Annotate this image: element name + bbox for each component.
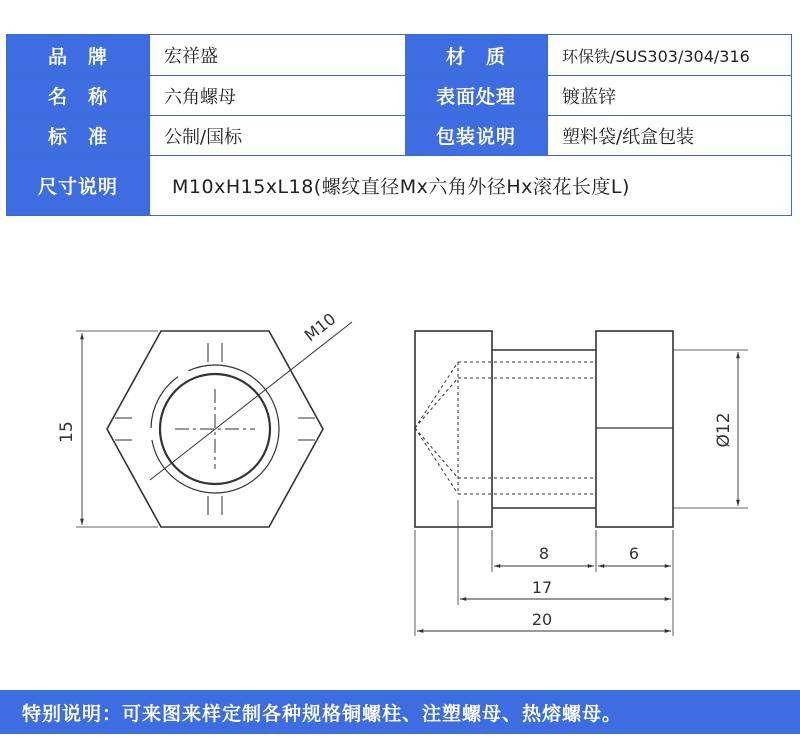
spec-table (6, 34, 792, 216)
dim-8-label: 8 (538, 544, 550, 563)
technical-drawing (0, 250, 800, 650)
thread-label: M10 (300, 309, 340, 346)
brand-label: 品 牌 (7, 35, 149, 75)
right-hex-block (596, 331, 673, 527)
brand-value: 宏祥盛 (149, 35, 405, 75)
diameter-label: Ø12 (714, 412, 734, 448)
name-label: 名 称 (7, 76, 149, 115)
dim-17-label: 17 (531, 578, 553, 597)
standard-label: 标 准 (7, 116, 149, 155)
material-label: 材 质 (405, 35, 547, 75)
height-label: 15 (57, 421, 77, 443)
name-value: 六角螺母 (149, 76, 405, 115)
footer-note: 特别说明：可来图来样定制各种规格铜螺柱、注塑螺母、热熔螺母。 (0, 690, 800, 734)
size-value: M10xH15xL18(螺纹直径Mx六角外径Hx滚花长度L) (149, 156, 791, 215)
surface-label: 表面处理 (405, 76, 547, 115)
side-view (415, 331, 748, 636)
material-value: 环保铁/SUS303/304/316 (547, 35, 791, 75)
packaging-label: 包装说明 (405, 116, 547, 155)
front-view (76, 322, 352, 527)
dim-6-label: 6 (628, 544, 640, 563)
packaging-value: 塑料袋/纸盒包装 (547, 116, 791, 155)
surface-value: 镀蓝锌 (547, 76, 791, 115)
size-label: 尺寸说明 (7, 156, 149, 215)
left-hex-block (415, 331, 492, 527)
dim-20-label: 20 (531, 610, 553, 629)
standard-value: 公制/国标 (149, 116, 405, 155)
